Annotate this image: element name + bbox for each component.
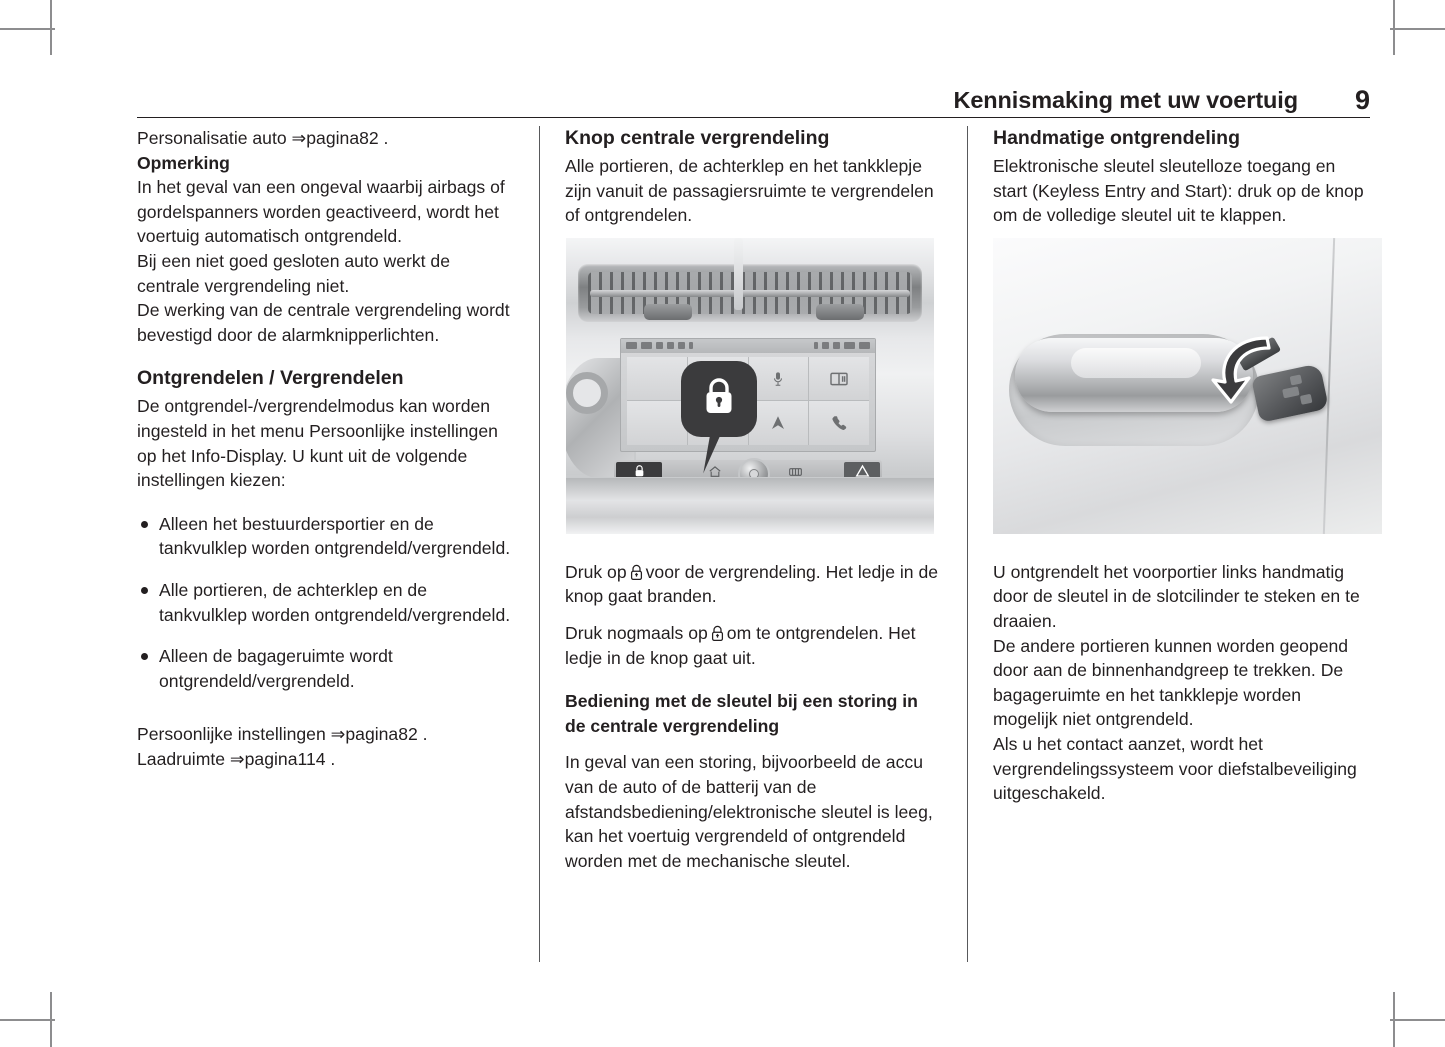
- page-number: 9: [1354, 85, 1370, 115]
- note-body-3: De werking van de centrale vergrendeling wordt bevestigd door de alarmknipperlichten.: [137, 300, 510, 345]
- microphone-icon: [770, 370, 786, 388]
- spacer: [565, 534, 942, 560]
- note-heading: Opmerking: [137, 152, 230, 173]
- clock-icon: [833, 342, 840, 349]
- spacer: [137, 710, 514, 722]
- page-header: [137, 82, 1370, 118]
- spacer: [993, 534, 1370, 560]
- lock-instruction-2-post: om te ontgrendelen. Het ledje in de knop gaat uit.: [565, 622, 916, 668]
- recirculation-icon: [678, 342, 685, 349]
- tile-navigation[interactable]: [749, 401, 809, 445]
- column-one: [137, 126, 514, 962]
- note-body-2: Bij een niet goed gesloten auto werkt de centrale vergrendeling niet.: [137, 250, 450, 296]
- personal-settings-reference: Persoonlijke instellingen ⇒pagina82 .: [137, 724, 428, 745]
- content-columns: [137, 126, 1370, 962]
- spacer: [137, 493, 514, 512]
- navigation-arrow-icon: [769, 414, 787, 432]
- phone-icon: [830, 414, 848, 432]
- settings-bullet-list: [137, 512, 514, 694]
- list-item: Alleen het bestuurdersportier en de tankvulklep worden ontgrendeld/vergrendeld.: [137, 512, 514, 561]
- tile-media[interactable]: [809, 357, 869, 401]
- climate-status-icons: [626, 342, 693, 349]
- lock-instruction-1-post: voor de vergrendeling. Het ledje in de knop gaat branden.: [565, 561, 939, 607]
- crop-mark-top-left-horizontal: [0, 28, 55, 30]
- column-three: [993, 126, 1370, 962]
- time-display: [859, 342, 870, 349]
- page-title: Kennismaking met uw voertuig: [953, 87, 1298, 113]
- connectivity-status-icons: [814, 342, 870, 349]
- screen-status-bar: [621, 339, 875, 353]
- manual-page: [137, 82, 1370, 962]
- spacer: [565, 738, 942, 750]
- tile-voice[interactable]: [749, 357, 809, 401]
- manual-unlock-detail-1: U ontgrendelt het voorportier links handmatig door de sleutel in de slotcilinder te steken en te draaien.: [993, 561, 1360, 631]
- auto-icon: [689, 342, 693, 349]
- steering-wheel-hub: [566, 372, 608, 414]
- door-handle-figure: [993, 238, 1382, 534]
- key-operation-body: In geval van een storing, bijvoorbeeld de accu van de auto of de batterij van de afstandsbediening/elektronische sleutel is leeg, kan het voertuig vergrendeld of ontgrendeld worden met de mechanische sleutel.: [565, 752, 933, 871]
- central-lock-button-heading: Knop centrale vergrendeling: [565, 127, 830, 149]
- ac-icon: [656, 342, 663, 349]
- spacer: [137, 347, 514, 366]
- air-vent: [578, 264, 922, 322]
- crop-mark-top-right-horizontal: [1390, 28, 1445, 30]
- temperature-right-icon: [641, 342, 652, 349]
- crop-mark-bottom-right-horizontal: [1390, 1019, 1445, 1021]
- list-item: Alleen de bagageruimte wordt ontgrendeld/vergrendeld.: [137, 644, 514, 693]
- inline-padlock-icon: [629, 564, 644, 581]
- vent-center-divider: [734, 238, 743, 310]
- door-handle-highlight: [1071, 348, 1201, 378]
- dashboard-lower-panel: [566, 477, 934, 534]
- vent-horizontal-bar: [590, 290, 910, 297]
- manual-unlock-body: Elektronische sleutel sleutelloze toegang en start (Keyless Entry and Start): druk op de knop om de volledige sleutel uit te klappen.: [993, 156, 1364, 226]
- vent-knob-left: [644, 304, 692, 320]
- column-two: [565, 126, 942, 962]
- manual-unlock-heading: Handmatige ontgrendeling: [993, 127, 1241, 149]
- personalisation-reference: Personalisatie auto ⇒pagina82 .: [137, 128, 389, 148]
- lock-instruction-2: [565, 621, 942, 670]
- temperature-left-icon: [626, 342, 637, 349]
- column-separator-left: [514, 126, 565, 962]
- tile-empty-bottom-left[interactable]: [627, 401, 687, 445]
- bluetooth-icon: [814, 342, 818, 349]
- lock-instruction-2-pre: Druk nogmaals op: [565, 622, 708, 643]
- book-icon: [829, 371, 849, 387]
- curved-arrow-icon: [1205, 334, 1285, 406]
- spacer: [565, 670, 942, 689]
- lock-instruction-1: [565, 560, 942, 609]
- fob-lock-button-icon: [1290, 374, 1303, 385]
- wifi-icon: [822, 342, 829, 349]
- tile-phone[interactable]: [809, 401, 869, 445]
- dashboard-figure: [566, 238, 934, 534]
- padlock-icon: [699, 374, 739, 423]
- spacer: [565, 609, 942, 621]
- infotainment-screen: [620, 338, 876, 452]
- manual-unlock-detail-2: De andere portieren kunnen worden geopend door aan de binnenhandgreep te trekken. De bagageruimte en het tankklepje worden mogelijk niet ontgrendeld.: [993, 635, 1349, 730]
- column-separator-right: [942, 126, 993, 962]
- signal-icon: [844, 342, 855, 349]
- manual-unlock-detail-3: Als u het contact aanzet, wordt het vergrendelingssysteem voor diefstalbeveiliging uitgeschakeld.: [993, 733, 1357, 804]
- crop-mark-bottom-left-horizontal: [0, 1019, 55, 1021]
- list-item: Alle portieren, de achterklep en de tankvulklep worden ontgrendeld/vergrendeld.: [137, 578, 514, 627]
- key-operation-subheading: Bediening met de sleutel bij een storing in de centrale vergrendeling: [565, 691, 918, 736]
- fob-trunk-button-icon: [1300, 394, 1313, 405]
- lock-instruction-1-pre: Druk op: [565, 561, 627, 582]
- cargo-space-reference: Laadruimte ⇒pagina114 .: [137, 748, 336, 769]
- lock-callout-badge: [681, 361, 757, 437]
- tile-lock-placeholder[interactable]: [627, 357, 687, 401]
- fan-icon: [667, 342, 674, 349]
- inline-padlock-icon: [710, 625, 725, 642]
- unlock-lock-heading: Ontgrendelen / Vergrendelen: [137, 367, 404, 390]
- central-lock-button-body: Alle portieren, de achterklep en het tankklepje zijn vanuit de passagiersruimte te vergrendelen of ontgrendelen.: [565, 156, 934, 226]
- header-rule: [137, 117, 1370, 119]
- note-body-1: In het geval van een ongeval waarbij airbags of gordelspanners worden geactiveerd, wordt het voertuig automatisch ontgrendeld.: [137, 177, 505, 247]
- unlock-lock-body: De ontgrendel-/vergrendelmodus kan worden ingesteld in het menu Persoonlijke instellingen op het Info-Display. U kunt uit de volgende instellingen kiezen:: [137, 396, 498, 491]
- vent-knob-right: [816, 304, 864, 320]
